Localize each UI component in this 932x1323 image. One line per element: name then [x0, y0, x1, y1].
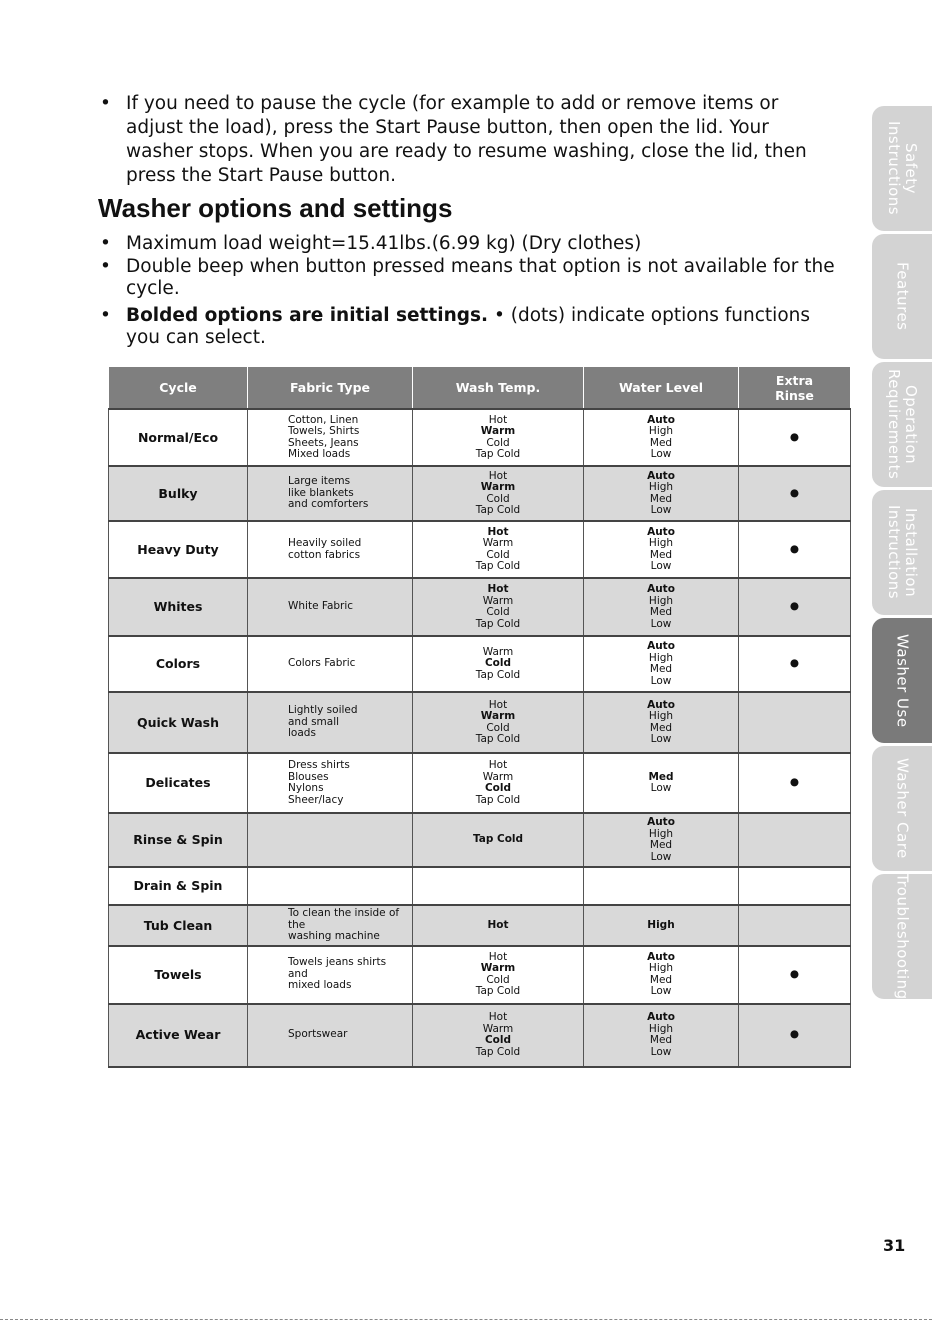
table-row [109, 813, 851, 867]
wash-temp-option: Tap Cold [475, 448, 521, 460]
water-level-option: Auto [647, 1011, 675, 1023]
fabric-line: Mixed loads [288, 448, 351, 460]
fabric-line: Large items [288, 475, 351, 488]
fabric-line: like blankets [288, 486, 354, 499]
wash-temp-cell [413, 905, 584, 946]
bold-dot-note [100, 305, 840, 350]
fabric-line: cotton fabrics [288, 548, 361, 561]
cycle-name: Delicates [109, 753, 248, 813]
cycle-name: Whites [109, 578, 248, 636]
wash-temp-option: Cold [486, 973, 510, 986]
cycle-name: Colors [109, 636, 248, 692]
table-row [109, 946, 851, 1004]
water-level-option: High [648, 1022, 674, 1035]
fabric-type-cell [248, 636, 413, 692]
water-level-option: High [648, 537, 674, 549]
tab-label: Features [893, 262, 912, 331]
fabric-line: Blouses [288, 770, 329, 783]
water-level-option: Auto [647, 950, 675, 963]
wash-temp-option: Hot [488, 413, 508, 426]
table-row [109, 521, 851, 578]
wash-temp-option: Warm [482, 1022, 514, 1035]
water-level-option: High [648, 594, 674, 607]
water-level-cell [584, 636, 739, 692]
fabric-type-cell [248, 867, 413, 905]
wash-temp-option: Hot [488, 950, 508, 963]
water-level-option: Med [649, 436, 673, 449]
header-water-level: Water Level [584, 367, 739, 409]
wash-temp-option: Tap Cold [475, 733, 521, 745]
table-row [109, 1004, 851, 1067]
wash-temp-option: Cold [486, 721, 510, 734]
water-level-option: High [648, 962, 674, 974]
fabric-line: Dress shirts [288, 759, 350, 771]
fabric-line: Sheets, Jeans [288, 436, 359, 449]
fabric-line: White Fabric [288, 600, 354, 613]
water-level-cell [584, 578, 739, 636]
section-tabs [872, 106, 932, 1002]
fabric-line: Colors Fabric [288, 657, 356, 670]
extra-rinse-cell [739, 867, 851, 905]
table-row [109, 466, 851, 521]
wash-temp-cell [413, 867, 584, 905]
cycle-name: Bulky [109, 466, 248, 521]
water-level-option: Low [650, 617, 672, 630]
water-level-option: Auto [647, 816, 675, 828]
cycle-name: Active Wear [109, 1004, 248, 1067]
fabric-type-cell [248, 946, 413, 1004]
wash-temp-option: Tap Cold [475, 504, 521, 516]
wash-temp-option: Tap Cold [475, 668, 521, 681]
beep-note: • Double beep when button pressed means that option is not available for the cycle. [100, 256, 840, 301]
wash-temp-option: Tap Cold [475, 560, 521, 572]
fabric-line: Sheer/lacy [288, 793, 344, 806]
water-level-option: Med [649, 492, 673, 505]
water-level-cell [584, 409, 739, 466]
tab-label: Installation Instructions [885, 505, 920, 600]
tab-troubleshooting[interactable] [872, 874, 932, 999]
fabric-type-cell [248, 578, 413, 636]
water-level-cell [584, 946, 739, 1004]
extra-rinse-cell [739, 905, 851, 946]
water-level-option: Auto [647, 469, 675, 482]
water-level-cell [584, 813, 739, 867]
water-level-option: High [648, 425, 674, 437]
table-row [109, 578, 851, 636]
tab-features[interactable] [872, 234, 932, 359]
water-level-option: Auto [647, 698, 675, 711]
extra-rinse-cell: ● [739, 1004, 851, 1067]
wash-temp-cell [413, 692, 584, 753]
cycle-name: Rinse & Spin [109, 813, 248, 867]
extra-rinse-cell [739, 813, 851, 867]
fabric-type-cell [248, 1004, 413, 1067]
wash-temp-option: Cold [484, 1034, 512, 1046]
wash-temp-cell [413, 636, 584, 692]
water-level-option: Med [649, 1034, 673, 1046]
cycle-name: Tub Clean [109, 905, 248, 946]
table-row [109, 753, 851, 813]
wash-temp-cell [413, 946, 584, 1004]
water-level-cell [584, 1004, 739, 1067]
wash-temp-option: Warm [480, 425, 516, 437]
wash-temp-option: Hot [488, 759, 508, 771]
water-level-option: High [648, 710, 674, 722]
fabric-line: and comforters [288, 498, 369, 511]
wash-temp-option: Warm [482, 537, 514, 549]
water-level-option: High [648, 827, 674, 840]
cycle-name: Quick Wash [109, 692, 248, 753]
water-level-option: Low [650, 850, 672, 863]
wash-temp-option: Warm [480, 481, 516, 493]
water-level-cell [584, 466, 739, 521]
extra-rinse-cell: ● [739, 521, 851, 578]
table-row [109, 905, 851, 946]
table-header-row [109, 367, 851, 409]
table-row [109, 636, 851, 692]
wash-temp-cell [413, 813, 584, 867]
washer-options-table [108, 367, 851, 1068]
table-row [109, 409, 851, 466]
tab-safety-instructions[interactable] [872, 106, 932, 231]
wash-temp-option: Hot [488, 469, 508, 482]
water-level-option: High [648, 651, 674, 664]
tab-label: Operation Requirements [885, 369, 920, 480]
water-level-cell [584, 521, 739, 578]
water-level-option: Low [650, 1045, 672, 1058]
extra-rinse-cell: ● [739, 636, 851, 692]
fabric-line: Towels, Shirts [288, 425, 360, 437]
wash-temp-cell [413, 409, 584, 466]
options-notes [100, 233, 840, 350]
fabric-line: To clean the inside of the [288, 907, 400, 931]
water-level-option: High [647, 918, 675, 931]
water-level-cell [584, 692, 739, 753]
cycle-name: Towels [109, 946, 248, 1004]
wash-temp-option: Tap Cold [475, 985, 521, 997]
fabric-type-cell [248, 466, 413, 521]
wash-temp-option: Cold [486, 548, 510, 561]
cycle-name: Heavy Duty [109, 521, 248, 578]
wash-temp-option: Cold [486, 436, 510, 449]
wash-temp-option: Warm [482, 645, 514, 658]
page-number: 31 [883, 1236, 906, 1255]
water-level-option: Low [650, 504, 672, 516]
wash-temp-option: Hot [487, 918, 509, 931]
wash-temp-option: Hot [488, 1011, 508, 1023]
extra-rinse-cell: ● [739, 466, 851, 521]
fabric-type-cell [248, 692, 413, 753]
footer-divider [0, 1319, 932, 1320]
water-level-option: Med [649, 839, 673, 851]
fabric-type-cell [248, 813, 413, 867]
extra-rinse-cell: ● [739, 409, 851, 466]
water-level-option: Med [649, 606, 673, 618]
water-level-option: Low [650, 985, 672, 997]
wash-temp-option: Cold [486, 606, 510, 618]
wash-temp-option: Warm [482, 770, 514, 783]
tab-washer-use[interactable] [872, 618, 932, 743]
table-row [109, 692, 851, 753]
water-level-cell [584, 867, 739, 905]
tab-label: Troubleshooting [893, 873, 912, 1000]
intro-paragraph [100, 92, 840, 188]
extra-rinse-cell: ● [739, 753, 851, 813]
header-wash-temp: Wash Temp. [413, 367, 584, 409]
extra-rinse-cell [739, 692, 851, 753]
fabric-line: Sportswear [288, 1028, 348, 1041]
extra-rinse-cell: ● [739, 946, 851, 1004]
water-level-option: Med [649, 663, 673, 675]
wash-temp-option: Tap Cold [475, 793, 521, 806]
fabric-line: loads [288, 727, 316, 740]
fabric-type-cell [248, 753, 413, 813]
fabric-line: Heavily soiled [288, 537, 362, 549]
tab-washer-care[interactable] [872, 746, 932, 871]
tab-label: Washer Care [893, 758, 912, 859]
water-level-option: High [648, 481, 674, 493]
water-level-cell [584, 753, 739, 813]
fabric-line: Nylons [288, 782, 324, 794]
wash-temp-option: Warm [480, 962, 516, 974]
wash-temp-option: Cold [486, 492, 510, 505]
cycle-name: Normal/Eco [109, 409, 248, 466]
cycle-name: Drain & Spin [109, 867, 248, 905]
intro-bullet: • If you need to pause the cycle (for example to add or remove items or adjust the load), press the Start Pause button, then open the lid. Your washer stops. When you are ready to resume washing, close the lid, then press the Start Pause button. [100, 92, 840, 188]
bold-note: Bolded options are initial settings. [126, 304, 489, 326]
water-level-option: Med [649, 721, 673, 734]
header-cycle: Cycle [109, 367, 248, 409]
wash-temp-option: Hot [488, 698, 508, 711]
water-level-option: Med [648, 770, 674, 783]
tab-installation-instructions[interactable] [872, 490, 932, 615]
wash-temp-option: Cold [484, 782, 512, 794]
water-level-option: Auto [647, 583, 675, 595]
fabric-type-cell [248, 905, 413, 946]
water-level-option: Auto [647, 640, 675, 652]
water-level-option: Low [650, 733, 672, 745]
wash-temp-option: Warm [480, 710, 516, 722]
tab-label: Washer Use [893, 633, 912, 728]
header-fabric-type: Fabric Type [248, 367, 413, 409]
wash-temp-cell [413, 578, 584, 636]
load-note: • Maximum load weight=15.41lbs.(6.99 kg) (Dry clothes) [100, 233, 840, 256]
tab-label: Safety Instructions [885, 121, 920, 216]
water-level-option: Med [649, 973, 673, 986]
wash-temp-cell [413, 521, 584, 578]
table-row [109, 867, 851, 905]
wash-temp-option: Tap Cold [475, 1045, 521, 1058]
wash-temp-option: Cold [484, 657, 512, 670]
dot-note: • (dots) indicate options functions you can select. [126, 304, 811, 348]
water-level-option: Low [650, 448, 672, 460]
wash-temp-option: Hot [487, 583, 509, 595]
water-level-option: Low [650, 782, 672, 794]
water-level-option: Med [649, 548, 673, 561]
water-level-cell [584, 905, 739, 946]
wash-temp-option: Tap Cold [475, 617, 521, 630]
wash-temp-cell [413, 753, 584, 813]
wash-temp-cell [413, 466, 584, 521]
fabric-line: Lightly soiled [288, 704, 358, 717]
fabric-line: washing machine [288, 930, 380, 942]
wash-temp-option: Hot [487, 525, 509, 538]
water-level-option: Low [650, 674, 672, 687]
header-extra-rinse: Extra Rinse [739, 367, 851, 409]
fabric-type-cell [248, 409, 413, 466]
water-level-option: Low [650, 560, 672, 572]
water-level-option: Auto [647, 525, 675, 538]
fabric-line: and small [288, 715, 340, 728]
section-heading: Washer options and settings [98, 193, 453, 223]
fabric-line: mixed loads [288, 979, 352, 992]
tab-operation-requirements[interactable] [872, 362, 932, 487]
fabric-type-cell [248, 521, 413, 578]
fabric-line: Towels jeans shirts and [288, 956, 387, 980]
fabric-line: Cotton, Linen [288, 413, 359, 426]
wash-temp-cell [413, 1004, 584, 1067]
wash-temp-option: Warm [482, 594, 514, 607]
extra-rinse-cell: ● [739, 578, 851, 636]
wash-temp-option: Tap Cold [472, 833, 524, 846]
water-level-option: Auto [647, 413, 675, 426]
